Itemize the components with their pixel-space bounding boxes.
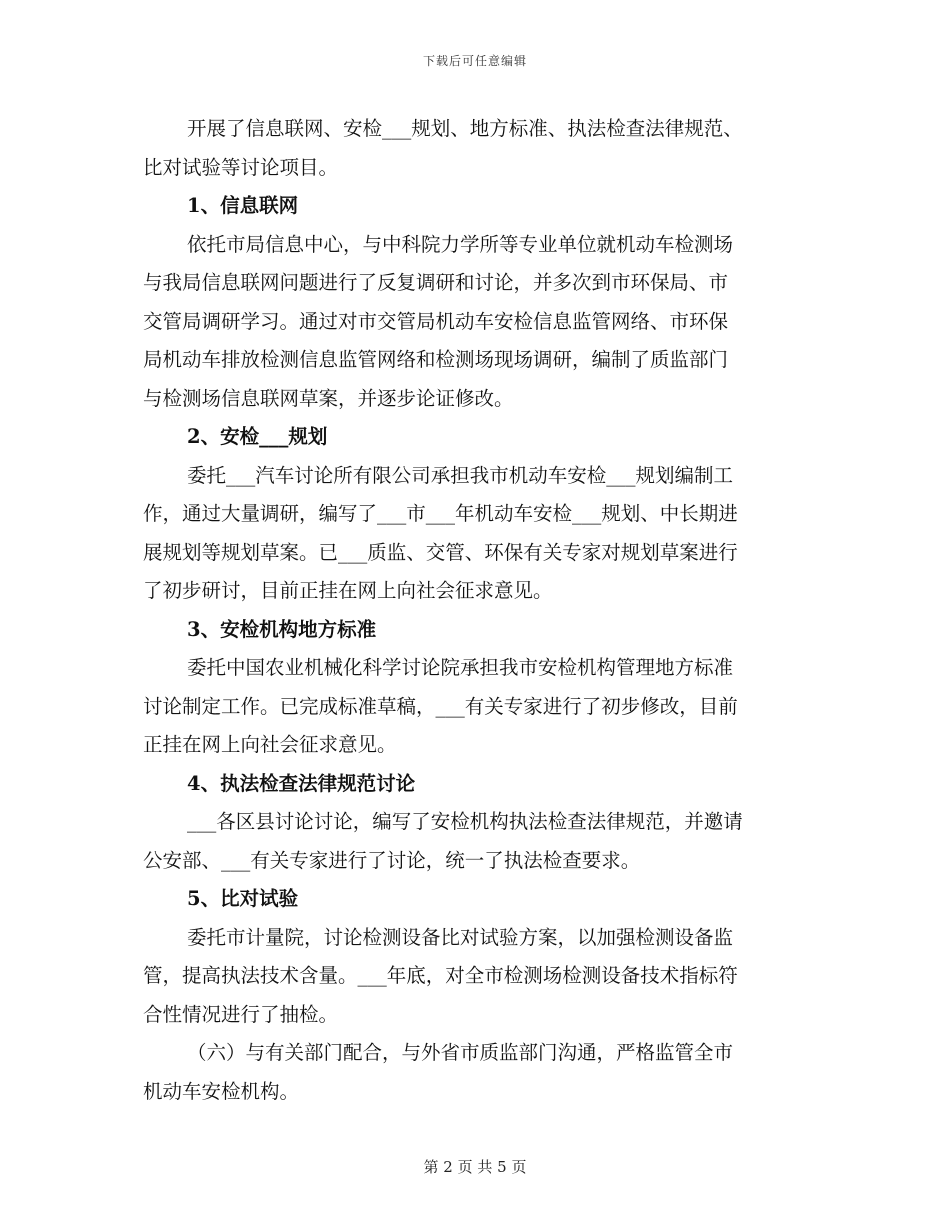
body-text-line: 局机动车排放检测信息监管网络和检测场现场调研，编制了质监部门 xyxy=(143,348,729,371)
body-text-line: （六）与有关部门配合，与外省市质监部门沟通，严格监管全市 xyxy=(187,1041,734,1064)
body-text-line: 开展了信息联网、安检___规划、地方标准、执法检查法律规范、 xyxy=(187,117,743,140)
body-text-line: 讨论制定工作。已完成标准草稿，___有关专家进行了初步修改，目前 xyxy=(143,694,738,718)
body-text-line: ___各区县讨论讨论，编写了安检机构执法检查法律规范，并邀请 xyxy=(187,810,743,833)
page-header: 下载后可任意编辑 xyxy=(422,54,527,68)
body-text-line: 管，提高执法技术含量。___年底，对全市检测场检测设备技术指标符 xyxy=(143,964,738,987)
body-text-line: 展规划等规划草案。已___质监、交管、环保有关专家对规划草案进行 xyxy=(143,540,738,564)
document-body xyxy=(143,110,808,1111)
body-text-line: 交管局调研学习。通过对市交管局机动车安检信息监管网络、市环保 xyxy=(143,309,729,333)
section-heading: 5、比对试验 xyxy=(187,887,299,910)
body-text-line: 委托中国农业机械化科学讨论院承担我市安检机构管理地方标准 xyxy=(187,656,734,679)
section-heading: 2、安检___规划 xyxy=(187,425,328,448)
body-text-line: 比对试验等讨论项目。 xyxy=(143,155,339,179)
body-text-line: 委托___汽车讨论所有限公司承担我市机动车安检___规划编制工 xyxy=(187,463,734,487)
body-text-line: 作，通过大量调研，编写了___市___年机动车安检___规划、中长期进 xyxy=(143,502,738,525)
body-text-line: 与我局信息联网问题进行了反复调研和讨论，并多次到市环保局、市 xyxy=(143,271,729,294)
body-text-line: 正挂在网上向社会征求意见。 xyxy=(143,733,397,756)
body-text-line: 合性情况进行了抽检。 xyxy=(143,1002,339,1026)
body-text-line: 委托市计量院，讨论检测设备比对试验方案，以加强检测设备监 xyxy=(187,925,734,949)
page-footer: 第 2 页 共 5 页 xyxy=(423,1158,527,1176)
section-heading: 3、安检机构地方标准 xyxy=(187,617,377,641)
body-text-line: 了初步研讨，目前正挂在网上向社会征求意见。 xyxy=(143,579,553,602)
section-heading: 4、执法检查法律规范讨论 xyxy=(187,771,416,795)
body-text-line: 机动车安检机构。 xyxy=(143,1079,300,1103)
section-heading: 1、信息联网 xyxy=(187,194,299,217)
body-text-line: 与检测场信息联网草案，并逐步论证修改。 xyxy=(143,386,514,410)
body-text-line: 公安部、___有关专家进行了讨论，统一了执法检查要求。 xyxy=(143,848,641,872)
body-text-line: 依托市局信息中心，与中科院力学所等专业单位就机动车检测场 xyxy=(187,232,734,256)
